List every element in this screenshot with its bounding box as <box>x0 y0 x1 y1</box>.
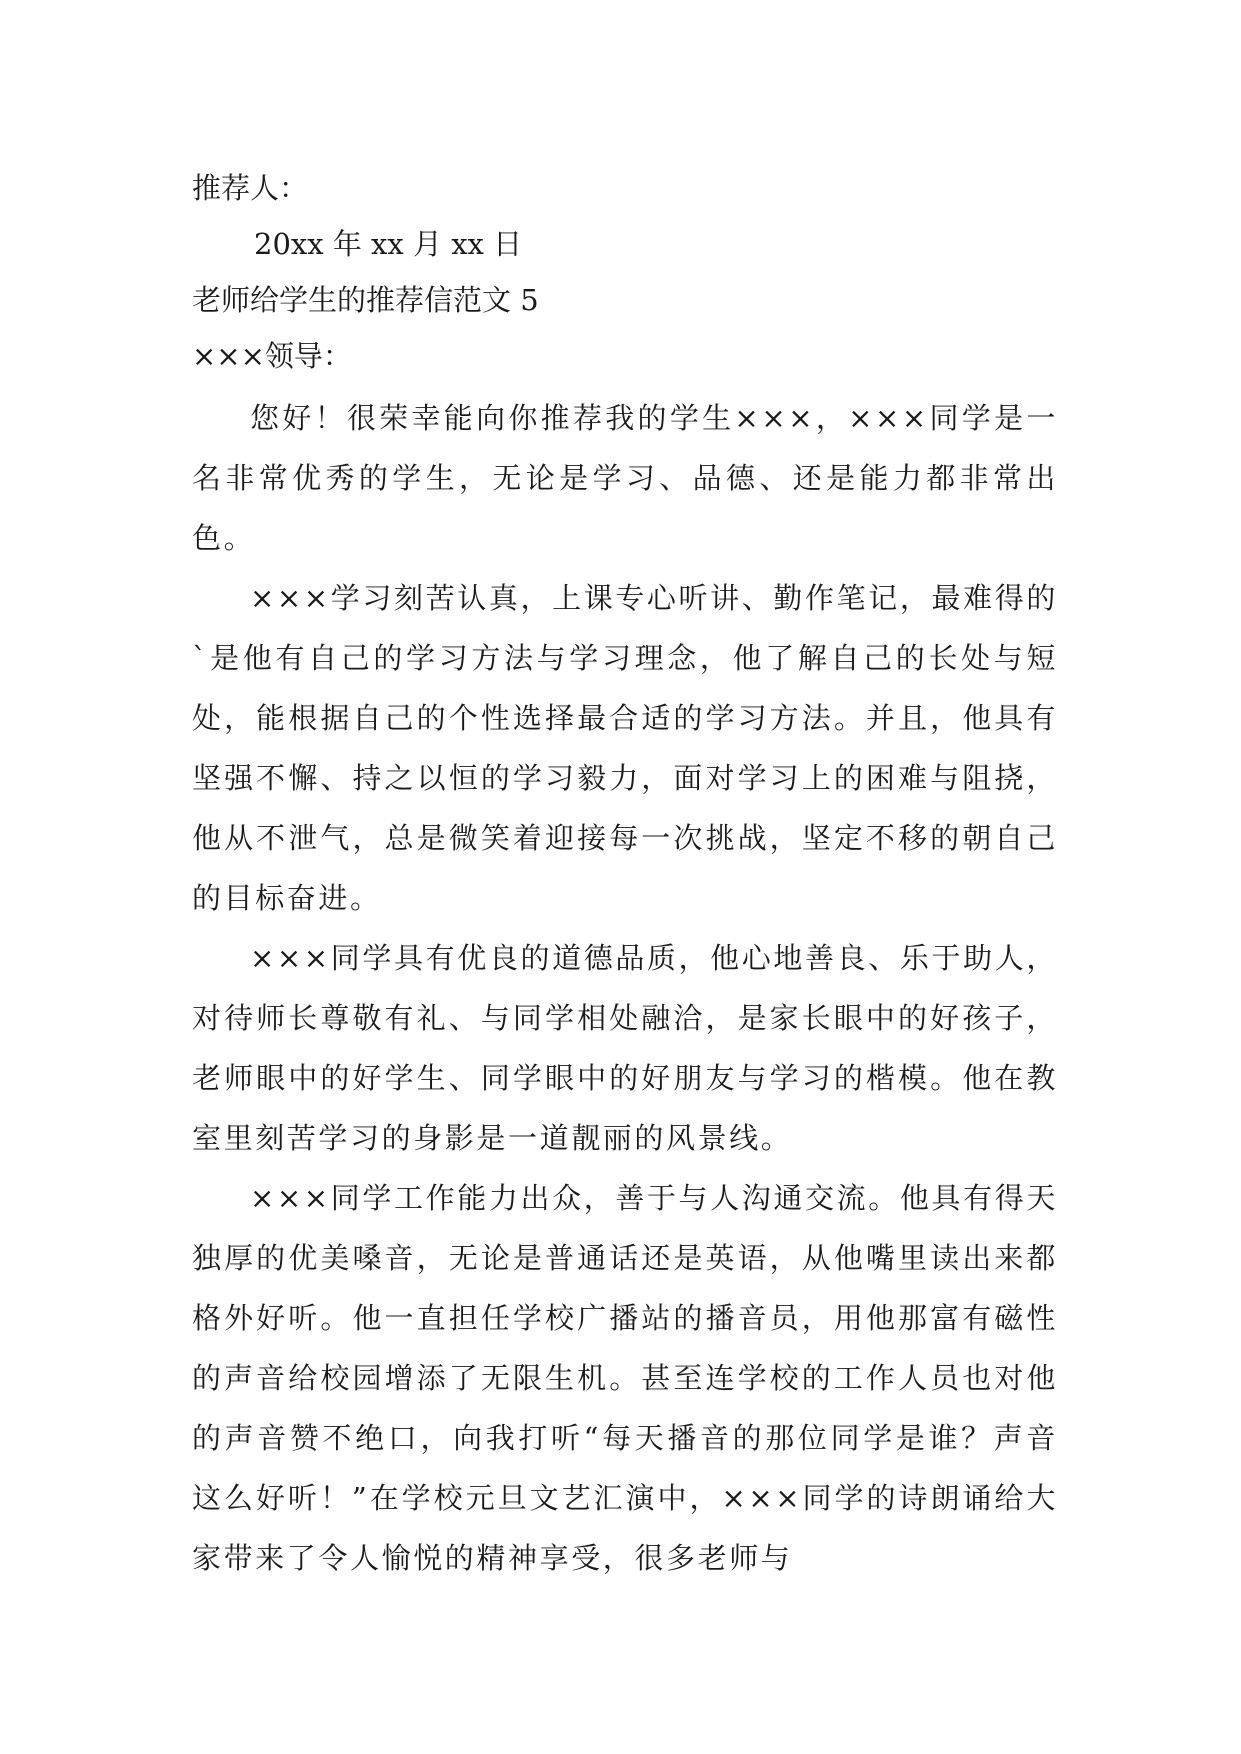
paragraph: ×××同学具有优良的道德品质，他心地善良、乐于助人，对待师长尊敬有礼、与同学相处融洽，是家长眼中的好孩子，老师眼中的好学生、同学眼中的好朋友与学习的楷模。他在教室里刻苦学习的身影是一道靓丽的风景线。 <box>192 941 1058 1155</box>
section-title: 老师给学生的推荐信范文 5 <box>192 283 539 317</box>
paragraph: ×××同学工作能力出众，善于与人沟通交流。他具有得天独厚的优美嗓音，无论是普通话还是英语，从他嘴里读出来都格外好听。他一直担任学校广播站的播音员，用他那富有磁性的声音给校园增添了无限生机。甚至连学校的工作人员也对他的声音赞不绝口，向我打听“每天播音的那位同学是谁？声音这么好听！”在学校元旦文艺汇演中，×××同学的诗朗诵给大家带来了令人愉悦的精神享受，很多老师与 <box>192 1181 1058 1575</box>
salutation: ×××领导： <box>192 339 352 373</box>
document-body <box>192 160 1058 1588</box>
paragraph: 您好！很荣幸能向你推荐我的学生×××，×××同学是一名非常优秀的学生，无论是学习、品德、还是能力都非常出色。 <box>192 401 1058 555</box>
paragraph: ×××学习刻苦认真，上课专心听讲、勤作笔记，最难得的`是他有自己的学习方法与学习理念，他了解自己的长处与短处，能根据自己的个性选择最合适的学习方法。并且，他具有坚强不懈、持之以恒的学习毅力，面对学习上的困难与阻挠，他从不泄气，总是微笑着迎接每一次挑战，坚定不移的朝自己的目标奋进。 <box>192 581 1058 915</box>
letter-date: 20xx 年 xx 月 xx 日 <box>254 227 523 261</box>
recommender-label: 推荐人： <box>192 171 309 205</box>
